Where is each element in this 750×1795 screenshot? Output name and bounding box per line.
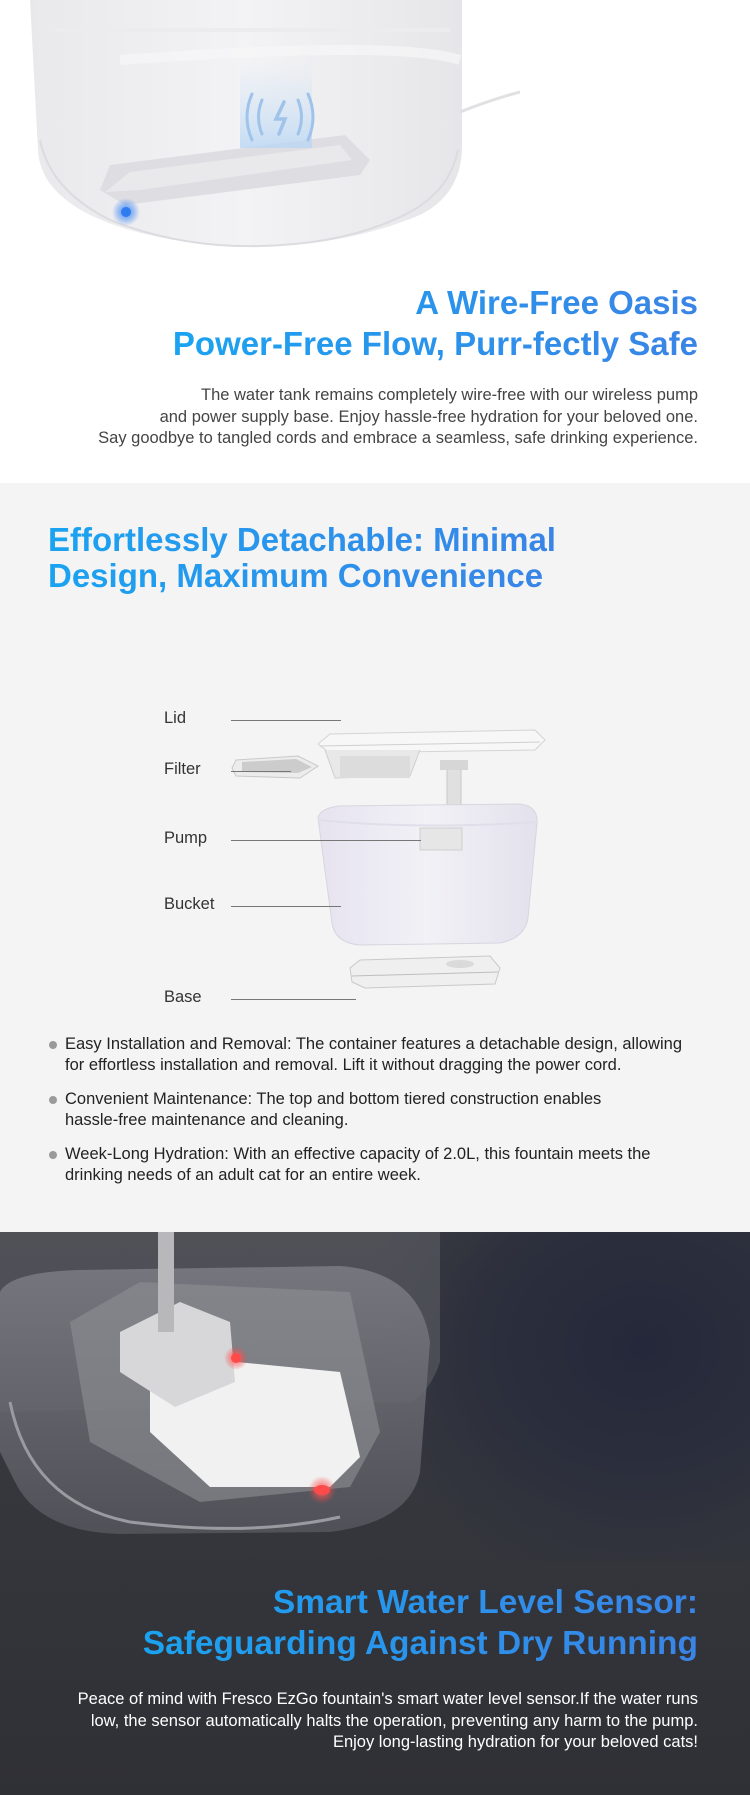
wireless-desc-line3: Say goodbye to tangled cords and embrace a seamless, safe drinking experience. (98, 429, 698, 447)
label-pump: Pump (164, 829, 208, 847)
label-lid: Lid (164, 709, 187, 727)
sensor-section (0, 1232, 750, 1795)
list-item (48, 1089, 728, 1131)
bullet-dot (49, 1151, 57, 1159)
sensor-description (78, 1689, 698, 1754)
sensor-product-image (0, 1232, 750, 1562)
wireless-desc-line1: The water tank remains completely wire-free with our wireless pump (200, 386, 698, 404)
bullet-dot (49, 1041, 57, 1049)
wireless-description (98, 385, 698, 450)
list-item (48, 1034, 728, 1076)
base-part (350, 956, 500, 988)
wireless-title-line2: Power-Free Flow, Purr-fectly Safe (172, 325, 698, 362)
bullet-text-line2: for effortless installation and removal. Lift it without dragging the power cord. (65, 1056, 622, 1074)
lid-part (318, 730, 545, 778)
bullet-dot (49, 1096, 57, 1104)
filter-part (232, 756, 318, 778)
sensor-desc-line3: Enjoy long-lasting hydration for your beloved cats! (332, 1733, 698, 1751)
wireless-title-line1: A Wire-Free Oasis (173, 282, 698, 323)
sensor-title-line2: Safeguarding Against Dry Running (142, 1625, 698, 1662)
wireless-title (173, 282, 698, 364)
fountain-product-image (0, 0, 750, 260)
label-base: Base (164, 988, 202, 1006)
bullet-text-line2: drinking needs of an adult cat for an entire week. (65, 1166, 421, 1184)
leader-line-pump (231, 840, 421, 841)
sensor-title-line1: Smart Water Level Sensor: (143, 1582, 698, 1623)
detachable-section (0, 483, 750, 1232)
bullet-text-line1: Week-Long Hydration: With an effective capacity of 2.0L, this fountain meets the (65, 1145, 651, 1163)
detachable-title (48, 522, 556, 594)
bucket-part (318, 804, 537, 945)
leader-line-bucket (231, 906, 341, 907)
leader-line-base (231, 999, 356, 1000)
sensor-desc-line1: Peace of mind with Fresco EzGo fountain's smart water level sensor.If the water runs (77, 1690, 698, 1708)
exploded-diagram (0, 638, 750, 998)
label-bucket: Bucket (164, 895, 215, 913)
wireless-desc-line2: and power supply base. Enjoy hassle-free hydration for your beloved one. (159, 407, 698, 426)
bullet-text-line1: Easy Installation and Removal: The container features a detachable design, allowing (65, 1035, 682, 1053)
leader-line-lid (231, 720, 341, 721)
feature-list (48, 1034, 728, 1199)
detachable-title-line1: Effortlessly Detachable: Minimal (48, 521, 556, 558)
list-item (48, 1144, 728, 1186)
sensor-desc-line2: low, the sensor automatically halts the operation, preventing any harm to the pump. (90, 1711, 698, 1730)
wireless-section (0, 0, 750, 483)
bullet-text-line2: hassle-free maintenance and cleaning. (65, 1111, 349, 1129)
bullet-text-line1: Convenient Maintenance: The top and bottom tiered construction enables (65, 1090, 602, 1108)
leader-line-filter (231, 771, 291, 772)
sensor-title (143, 1582, 698, 1664)
label-filter: Filter (164, 760, 201, 778)
detachable-title-line2: Design, Maximum Convenience (48, 558, 556, 594)
